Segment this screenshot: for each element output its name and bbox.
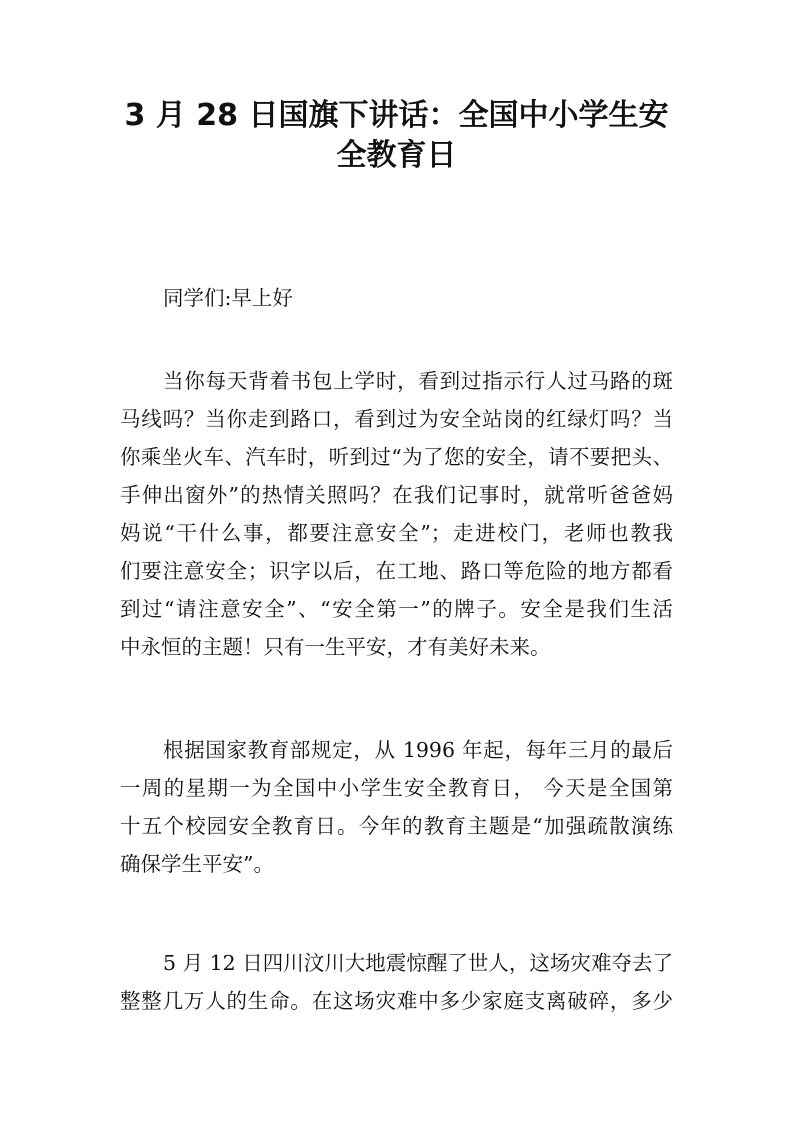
paragraph-line: 马线吗？当你走到路口，看到过为安全站岗的红绿灯吗？当 xyxy=(120,407,673,431)
paragraph-line: 到过“请注意安全”、“安全第一”的牌子。安全是我们生活 xyxy=(120,597,673,621)
paragraph-line: 当你每天背着书包上学时，看到过指示行人过马路的斑 xyxy=(163,369,673,393)
paragraph-line: 整整几万人的生命。在这场灾难中多少家庭支离破碎，多少 xyxy=(120,989,673,1013)
greeting-paragraph xyxy=(120,279,673,317)
paragraph-line: 一周的星期一为全国中小学生安全教育日， 今天是全国第 xyxy=(120,776,673,800)
paragraph-earthquake xyxy=(120,944,673,1020)
paragraph-line: 确保学生平安”。 xyxy=(120,852,274,876)
paragraph-line: 根据国家教育部规定，从 1996 年起，每年三月的最后 xyxy=(163,738,673,762)
document-title xyxy=(100,96,693,176)
title-line: 全教育日 xyxy=(336,138,457,173)
paragraph-safety-everywhere xyxy=(120,362,673,666)
paragraph-education-day xyxy=(120,731,673,883)
paragraph-line: 手伸出窗外”的热情关照吗？在我们记事时，就常听爸爸妈 xyxy=(120,483,673,507)
paragraph-line: 们要注意安全；识字以后，在工地、路口等危险的地方都看 xyxy=(120,559,673,583)
title-line: 3 月 28 日国旗下讲话：全国中小学生安 xyxy=(124,98,669,133)
paragraph-line: 十五个校园安全教育日。今年的教育主题是“加强疏散演练 xyxy=(120,814,673,838)
greeting-text: 同学们:早上好 xyxy=(163,286,293,310)
paragraph-line: 5 月 12 日四川汶川大地震惊醒了世人，这场灾难夺去了 xyxy=(163,951,673,975)
paragraph-line: 你乘坐火车、汽车时，听到过“为了您的安全，请不要把头、 xyxy=(120,445,673,469)
paragraph-line: 中永恒的主题！只有一生平安，才有美好未来。 xyxy=(120,635,551,659)
paragraph-line: 妈说“干什么事，都要注意安全”；走进校门，老师也教我 xyxy=(120,521,673,545)
